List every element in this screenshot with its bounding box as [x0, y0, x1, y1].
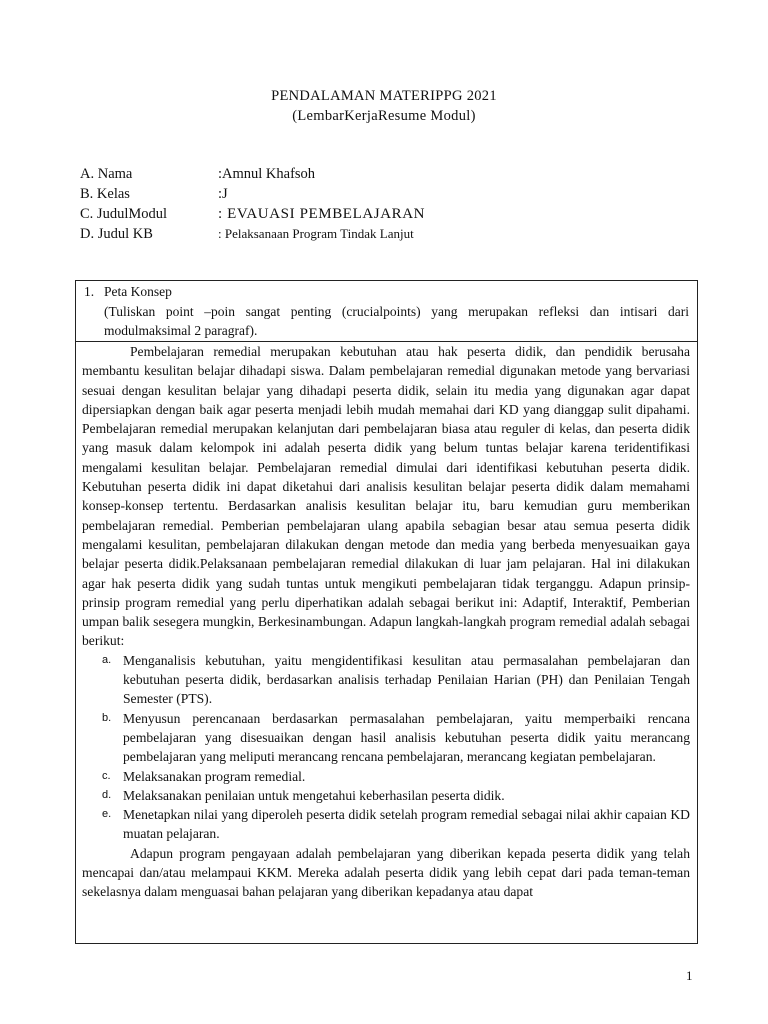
- concept-map-table: [75, 280, 698, 944]
- identity-value: : Pelaksanaan Program Tindak Lanjut: [218, 226, 414, 241]
- list-text: Menyusun perencanaan berdasarkan permasalahan pembelajaran, yaitu memperbaiki rencana pembelajaran yang disesuaikan dengan hasil analisis kebutuhan peserta didik yaitu merancang pembelajaran yang meliputi merancang rencana pembelajaran, merancang kegiatan pembelajaran.: [123, 710, 690, 765]
- identity-row-name: [80, 164, 425, 184]
- document-title: PENDALAMAN MATERIPPG 2021: [271, 88, 497, 104]
- paragraph-enrichment: Adapun program pengayaan adalah pembelajaran yang diberikan kepada peserta didik yang telah mencapai dan/atau melampaui KKM. Mereka adalah peserta didik yang lebih cepat dari pada teman-teman sekelasnya dalam menguasai bahan pelajaran yang diberikan kepadanya atau dapat: [82, 845, 690, 900]
- section-number: 1.: [84, 284, 95, 299]
- section-content: [76, 342, 697, 902]
- page-number: 1: [686, 968, 693, 983]
- list-marker: c.: [102, 769, 111, 782]
- section-instruction: (Tuliskan point –poin sangat penting (crucialpoints) yang merupakan refleksi dan intisari dari modulmaksimal 2 paragraf).: [104, 303, 689, 338]
- identity-label: A. Nama: [80, 166, 133, 182]
- list-marker: d.: [102, 788, 112, 801]
- remedial-steps-list: [82, 651, 690, 844]
- list-item: [82, 805, 690, 844]
- list-marker: b.: [102, 711, 112, 724]
- identity-value: :Amnul Khafsoh: [218, 166, 316, 182]
- identity-label: B. Kelas: [80, 186, 130, 202]
- section-header: [76, 281, 697, 342]
- identity-label: D. Judul KB: [80, 226, 153, 242]
- list-marker: e.: [102, 808, 112, 821]
- list-text: Melaksanakan penilaian untuk mengetahui keberhasilan peserta didik.: [123, 787, 505, 803]
- list-text: Melaksanakan program remedial.: [123, 768, 306, 784]
- identity-row-module: [80, 204, 425, 224]
- list-text: Menetapkan nilai yang diperoleh peserta didik setelah program remedial sebagai nilai akhir capaian KD muatan pelajaran.: [123, 807, 690, 842]
- list-item: [82, 767, 690, 786]
- list-marker: a.: [102, 653, 112, 666]
- identity-value: :J: [218, 186, 228, 202]
- list-item: [82, 651, 690, 709]
- identity-block: [80, 164, 425, 244]
- document-subtitle: (LembarKerjaResume Modul): [292, 108, 476, 124]
- list-item: [82, 709, 690, 767]
- identity-label: C. JudulModul: [80, 206, 168, 222]
- identity-value: : EVAUASI PEMBELAJARAN: [218, 206, 426, 222]
- list-text: Menganalisis kebutuhan, yaitu mengidentifikasi kesulitan atau permasalahan pembelajaran dan kebutuhan peserta didik, berdasarkan analisis terhadap Penilaian Harian (PH) dan Penilaian Tengah Semester (PTS).: [123, 652, 690, 707]
- paragraph-remedial: Pembelajaran remedial merupakan kebutuhan atau hak peserta didik, dan pendidik berusaha membantu kesulitan belajar dihadapi siswa. Dalam pembelajaran remedial digunakan metode yang bervariasi sesuai dengan kesulitan belajar yang dihadapi peserta didik, selain itu media yang digunakan agar dapat dipersiapkan dengan baik agar peserta menjadi lebih mudah memahai dari KD yang dianggap sulit dipahami. Pembelajaran remedial merupakan kelanjutan dari pembelajaran biasa atau reguler di kelas, dan peserta didik yang masuk dalam kelompok ini adalah peserta didik yang belum tuntas belajar karena teridentifikasi mengalami kesulitan belajar. Pembelajaran remedial dimulai dari identifikasi kebutuhan peserta didik. Kebutuhan peserta didik ini dapat diketahui dari analisis kesulitan belajar peserta didik dalam memahami konsep-konsep tertentu. Berdasarkan analisis kesulitan belajar itu, baru kemudian guru memberikan pembelajaran remedial. Pemberian pembelajaran ulang apabila sebagian besar atau semua peserta didik mengalami kesulitan, pembelajaran dilakukan dengan metode dan media yang berbeda menyesuaikan gaya belajar peserta didik.Pelaksanaan pembelajaran remedial dilakukan di luar jam pelajaran. Hal ini dilakukan agar hak peserta didik yang sudah tuntas untuk mengikuti pembelajaran tidak terganggu. Adapun prinsip-prinsip program remedial yang perlu diperhatikan adalah sebagai berikut ini: Adaptif, Interaktif, Pemberian umpan balik sesegera mungkin, Berkesinambungan. Adapun langkah-langkah program remedial adalah sebagai berikut:: [82, 344, 690, 649]
- identity-row-class: [80, 184, 425, 204]
- identity-row-kb: [80, 224, 425, 244]
- list-item: [82, 786, 690, 805]
- section-heading: Peta Konsep: [104, 284, 172, 299]
